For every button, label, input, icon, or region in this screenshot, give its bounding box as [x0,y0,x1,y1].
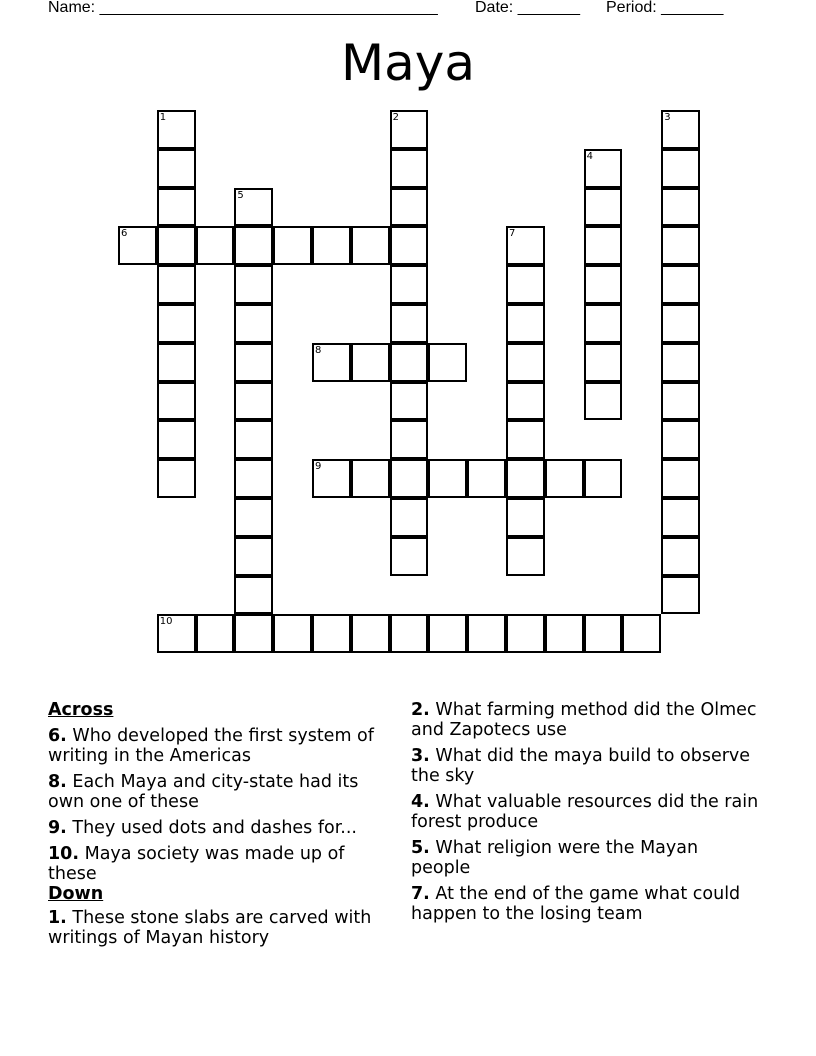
grid-cell[interactable] [234,614,273,653]
grid-cell[interactable] [234,537,273,576]
grid-cell[interactable] [661,537,700,576]
grid-cell[interactable] [584,188,623,227]
grid-cell[interactable] [157,343,196,382]
grid-cell[interactable] [506,498,545,537]
grid-cell[interactable] [661,343,700,382]
across-heading: Across [48,700,114,720]
grid-cell[interactable] [157,304,196,343]
clue-number: 1 [159,112,167,123]
grid-cell[interactable] [467,459,506,498]
grid-cell[interactable] [390,265,429,304]
clue-number: 8 [315,344,322,356]
grid-cell[interactable] [584,343,623,382]
grid-cell[interactable] [312,343,351,382]
grid-cell[interactable] [234,343,273,382]
grid-cell[interactable] [428,614,467,653]
grid-cell[interactable] [467,614,506,653]
grid-cell[interactable] [506,343,545,382]
grid-cell[interactable] [390,110,429,149]
clues-right-column [411,700,761,930]
clue-number: 2 [392,112,399,123]
clue-number: 9 [315,461,322,473]
grid-cell[interactable] [234,188,273,227]
grid-cell[interactable] [545,614,584,653]
grid-cell[interactable] [157,188,196,227]
grid-cell[interactable] [622,614,661,653]
grid-cell[interactable] [584,149,623,188]
clue-number: 5 [237,189,244,201]
grid-cell[interactable] [506,304,545,343]
grid-cell[interactable] [661,498,700,537]
grid-cell[interactable] [428,459,467,498]
grid-cell[interactable] [390,343,429,382]
grid-cell[interactable] [157,614,196,653]
grid-cell[interactable] [584,304,623,343]
grid-cell[interactable] [661,265,700,304]
grid-cell[interactable] [545,459,584,498]
grid-cell[interactable] [312,459,351,498]
grid-cell[interactable] [312,614,351,653]
grid-cell[interactable] [234,304,273,343]
grid-cell[interactable] [234,420,273,459]
name-field-label: Name: ______________________________________ [48,0,438,16]
grid-cell[interactable] [506,382,545,421]
grid-cell[interactable] [661,420,700,459]
grid-cell[interactable] [390,614,429,653]
grid-cell[interactable] [661,226,700,265]
grid-cell[interactable] [118,226,157,265]
grid-cell[interactable] [661,576,700,615]
grid-cell[interactable] [196,226,235,265]
clue-down-5: 5. What religion were the Mayan people [411,838,699,878]
clues-left-column [48,700,398,954]
grid-cell[interactable] [390,149,429,188]
grid-cell[interactable] [584,614,623,653]
grid-cell[interactable] [661,459,700,498]
grid-cell[interactable] [351,459,390,498]
grid-cell[interactable] [584,382,623,421]
clue-number: 4 [586,150,593,162]
grid-cell[interactable] [584,459,623,498]
grid-cell[interactable] [506,537,545,576]
grid-cell[interactable] [157,110,196,149]
clue-number: 7 [509,228,516,240]
grid-cell[interactable] [390,304,429,343]
grid-cell[interactable] [351,614,390,653]
page-title: Maya [340,34,475,92]
grid-cell[interactable] [661,188,700,227]
clue-number: 6 [121,228,128,240]
grid-cell[interactable] [506,459,545,498]
date-field-label: Date: _______ [475,0,580,16]
grid-cell[interactable] [157,420,196,459]
grid-cell[interactable] [390,537,429,576]
grid-cell[interactable] [390,420,429,459]
grid-cell[interactable] [428,343,467,382]
clue-across-6: 6. Who developed the first system of writing in the Americas [48,726,374,766]
grid-cell[interactable] [351,226,390,265]
grid-cell[interactable] [351,343,390,382]
grid-cell[interactable] [390,459,429,498]
clue-down-1: 1. These stone slabs are carved with writings of Mayan history [48,908,372,948]
grid-cell[interactable] [506,420,545,459]
grid-cell[interactable] [390,382,429,421]
grid-cell[interactable] [661,304,700,343]
grid-cell[interactable] [584,265,623,304]
grid-cell[interactable] [506,265,545,304]
grid-cell[interactable] [661,382,700,421]
grid-cell[interactable] [390,188,429,227]
grid-cell[interactable] [273,226,312,265]
down-heading: Down [48,884,104,904]
clue-across-10: 10. Maya society was made up of these [48,844,345,884]
clue-number: 3 [664,112,671,123]
grid-cell[interactable] [234,459,273,498]
clue-down-4: 4. What valuable resources did the rain forest produce [411,792,759,832]
grid-cell[interactable] [234,265,273,304]
grid-cell[interactable] [661,149,700,188]
grid-cell[interactable] [157,149,196,188]
grid-cell[interactable] [196,614,235,653]
grid-cell[interactable] [157,459,196,498]
clue-across-9: 9. They used dots and dashes for... [48,818,357,838]
grid-cell[interactable] [390,226,429,265]
grid-cell[interactable] [390,498,429,537]
period-field-label: Period: _______ [606,0,724,16]
grid-cell[interactable] [273,614,312,653]
clue-down-3: 3. What did the maya build to observe the sky [411,746,751,786]
clue-across-8: 8. Each Maya and city-state had its own one of these [48,772,359,812]
clue-number: 10 [159,616,173,628]
clue-down-2: 2. What farming method did the Olmec and Zapotecs use [411,700,757,740]
grid-cell[interactable] [506,614,545,653]
grid-cell[interactable] [234,382,273,421]
grid-cell[interactable] [157,382,196,421]
grid-cell[interactable] [584,226,623,265]
grid-cell[interactable] [157,226,196,265]
grid-cell[interactable] [661,110,700,149]
grid-cell[interactable] [234,498,273,537]
grid-cell[interactable] [312,226,351,265]
grid-cell[interactable] [506,226,545,265]
grid-cell[interactable] [234,226,273,265]
grid-cell[interactable] [157,265,196,304]
grid-cell[interactable] [234,576,273,615]
clue-down-7: 7. At the end of the game what could happen to the losing team [411,884,741,924]
